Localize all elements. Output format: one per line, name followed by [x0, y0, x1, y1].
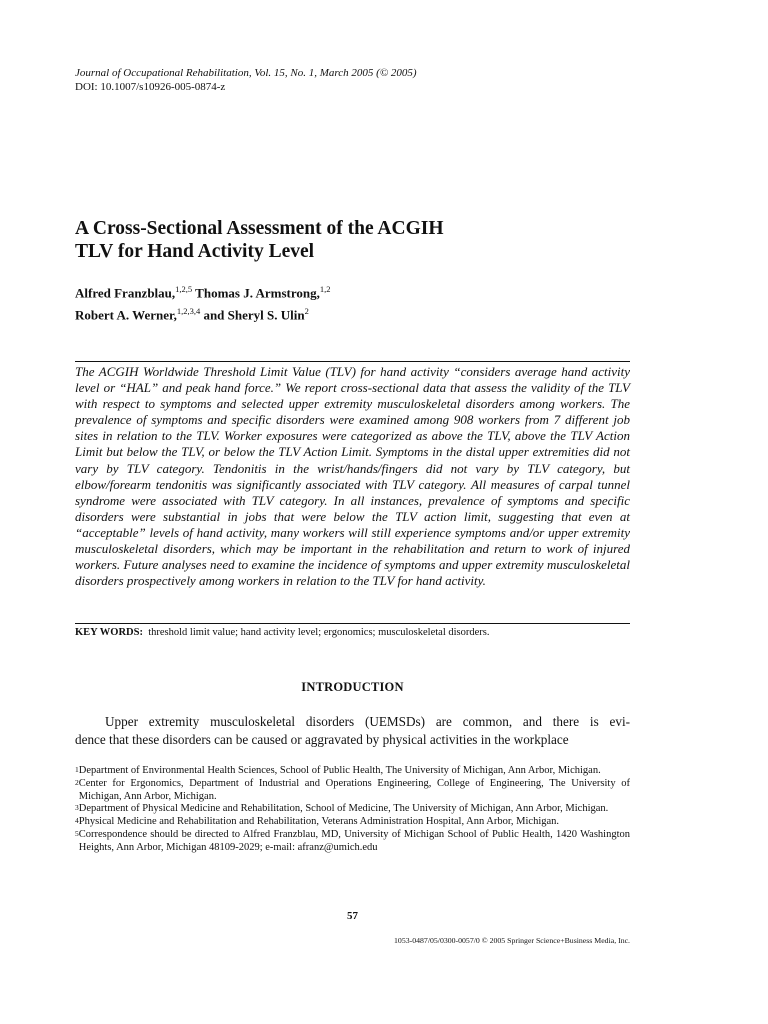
introduction-paragraph	[75, 713, 630, 749]
doi: DOI: 10.1007/s10926-005-0874-z	[75, 81, 226, 93]
journal-header	[75, 66, 635, 94]
author-affiliation: 2	[304, 306, 309, 317]
footnote	[75, 829, 630, 855]
footnote-number: 1	[75, 765, 79, 774]
footnote-text: Center for Ergonomics, Department of Industrial and Operations Engineering, College of Engineering, The University of Michigan, Ann Arbor, Michigan.	[78, 777, 630, 802]
title-line-1: A Cross-Sectional Assessment of the ACGIH	[75, 218, 444, 239]
intro-line-1: Upper extremity musculoskeletal disorders (UEMSDs) are common, and there is evi-	[105, 714, 630, 729]
page-number: 57	[347, 910, 358, 922]
author-name: Alfred Franzblau,	[75, 285, 176, 301]
footnote-number: 3	[75, 803, 79, 813]
footnote	[75, 816, 630, 829]
footnote	[75, 778, 630, 804]
author-line-2	[75, 302, 635, 324]
abstract: The ACGIH Worldwide Threshold Limit Value (TLV) for hand activity “considers average hand activity level or “HAL” and peak hand force.” We report cross-sectional data that assess the validity of the TLV with respect to symptoms and selected upper extremity musculoskeletal disorders among workers. The prevalence of symptoms and specific disorders were examined among 908 workers from 7 different job sites in relation to the TLV. Worker exposures were categorized as above the TLV, above the TLV Action Limit but below the TLV, or below the TLV Action Limit. Symptoms in the distal upper extremities did not vary by TLV category. Tendonitis in the wrist/hands/fingers did not vary by TLV category, but elbow/forearm tendonitis was significantly associated with TLV category. All measures of carpal tunnel syndrome were associated with TLV category. In all instances, prevalence of symptoms and specific disorders were substantial in jobs that were below the TLV action limit, suggesting that even at “acceptable” levels of hand activity, many workers will still experience symptoms and/or upper extremity musculoskeletal disorders, which may be important in the rehabilitation and return to work of injured workers. Future analyses need to examine the incidence of symptoms and upper extremity musculoskeletal disorders prospectively among workers in relation to the TLV for hand activity.	[75, 364, 630, 589]
author-name: and Sheryl S. Ulin	[203, 307, 305, 323]
intro-line-2: dence that these disorders can be caused or aggravated by physical activities in the workplace	[75, 732, 569, 747]
footnote-number: 2	[75, 777, 79, 787]
abstract-top-rule	[75, 361, 630, 362]
footnote-number: 4	[75, 816, 79, 826]
copyright-line: 1053-0487/05/0300-0057/0 © 2005 Springer Science+Business Media, Inc.	[394, 936, 630, 945]
author-line-1	[75, 280, 635, 302]
footnote	[75, 765, 630, 778]
footnote-text: Physical Medicine and Rehabilitation and Rehabilitation, Veterans Administration Hospital, Ann Arbor, Michigan.	[78, 816, 560, 828]
keywords	[75, 626, 635, 639]
journal-citation: Journal of Occupational Rehabilitation, Vol. 15, No. 1, March 2005 (© 2005)	[75, 67, 417, 79]
footnote-text: Correspondence should be directed to Alfred Franzblau, MD, University of Michigan School of Public Health, 1420 Washington Heights, Ann Arbor, Michigan 48109-2029; e-mail: afranz@umich.edu	[78, 828, 630, 853]
author-name: Thomas J. Armstrong,	[195, 285, 320, 301]
abstract-bottom-rule	[75, 623, 630, 624]
footnote-number: 5	[75, 828, 79, 838]
author-affiliation: 1,2	[319, 284, 331, 294]
keywords-label: KEY WORDS:	[75, 627, 143, 638]
footnote-text: Department of Physical Medicine and Rehabilitation, School of Medicine, The University of Michigan, Ann Arbor, Michigan.	[78, 803, 609, 815]
footnote	[75, 803, 630, 816]
title-line-2: TLV for Hand Activity Level	[75, 241, 315, 262]
keywords-text: threshold limit value; hand activity level; ergonomics; musculoskeletal disorders.	[148, 627, 490, 638]
author-list	[75, 280, 635, 325]
author-affiliation: 1,2,5	[175, 284, 193, 294]
paper-title	[75, 217, 635, 263]
section-heading: INTRODUCTION	[301, 680, 404, 694]
footnote-text: Department of Environmental Health Sciences, School of Public Health, The University of Michigan, Ann Arbor, Michigan.	[78, 765, 601, 776]
author-affiliation: 1,2,3,4	[176, 306, 201, 317]
footnotes	[75, 765, 630, 855]
author-name: Robert A. Werner,	[75, 307, 177, 323]
